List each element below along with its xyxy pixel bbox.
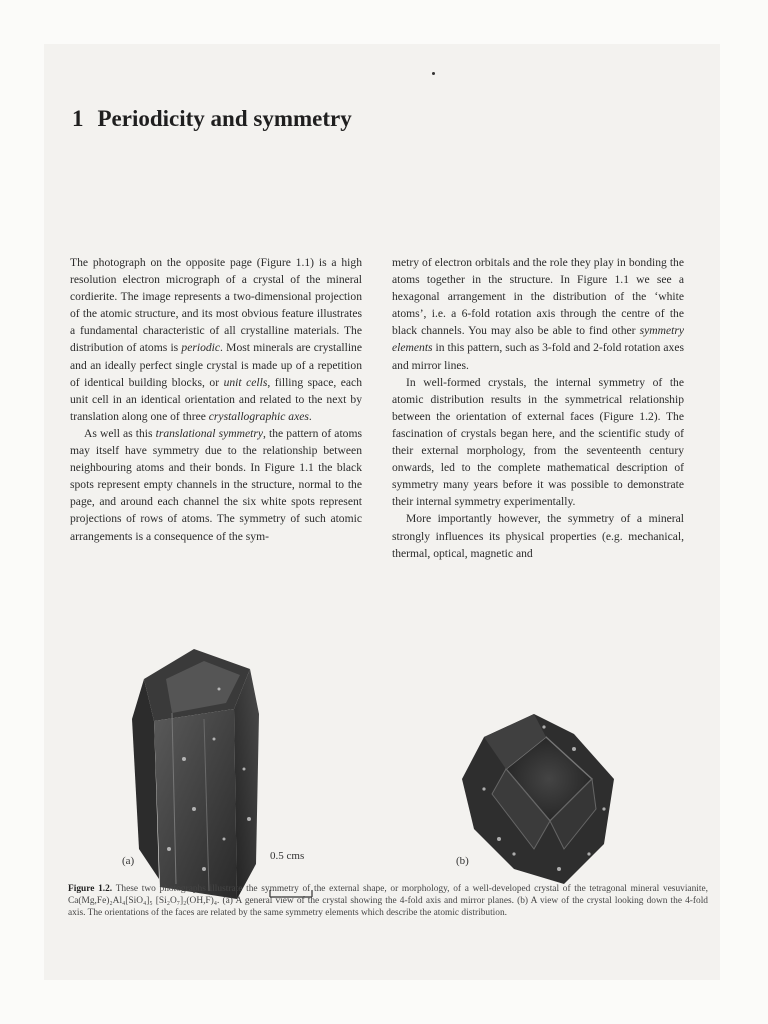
stray-mark [432,72,435,75]
text-run: The photograph on the opposite page (Figure 1.1) is a high resolution electron micrograph of a crystal of the mineral cordierite. The image represents a two-dimensional projection of the atomic structure, and its most obvious feature illustrates a fundamental characteristic of all crystalline materials. The distribution of atoms is [70,256,362,355]
emphasis: crystallographic axes [208,409,309,423]
figure-label-a: (a) [122,855,135,867]
paragraph [70,254,362,425]
text-run: in this pattern, such as 3-fold and 2-fold rotation axes and mirror lines. [392,341,684,372]
paragraph [70,425,362,545]
emphasis: unit cells [223,375,268,389]
chapter-title [72,106,352,132]
scale-bar-label: 0.5 cms [270,850,305,862]
figure-caption [68,884,708,919]
chapter-number: 1 [72,106,84,131]
caption-text: These two photographs illustrate the symmetry of the external shape, or morphology, of a well-developed crystal of the tetragonal mineral vesuvianite, Ca(Mg,Fe)₂Al₄[SiO₄]₅ [Si₂O₇]₂(OH,F)₄. (a) A general view of the crystal showing the 4-fold axis and mirror planes. (b) A view of the crystal looking down the 4-fold axis. The orientations of the faces are related by the same symmetry elements which describe the atomic distribution. [68,884,708,918]
emphasis: translational symmetry [155,426,264,440]
emphasis: periodic [181,341,221,355]
paragraph: In well-formed crystals, the internal symmetry of the atomic distribution results in the symmetrical relationship between the orientation of external faces (Figure 1.2). The fascination of crystals began here, and the scientific study of their external morphology, from the seventeenth century onwards, led to the complete mathematical description of symmetry many years before it was possible to demonstrate their internal symmetry experimentally. [392,375,684,509]
text-run: . [308,409,312,423]
figure-photographs [44,609,720,909]
paragraph: More importantly however, the symmetry of a mineral strongly influences its physical properties (e.g. mechanical, thermal, optical, magnetic and [392,512,684,560]
text-run: As well as this [84,426,156,440]
caption-label: Figure 1.2. [68,884,113,894]
left-column [70,254,362,545]
text-run: metry of electron orbitals and the role they play in bonding the atoms together in the structure. In Figure 1.1 we see a hexagonal arrangement in the distribution of the ‘white atoms’, i.e. a 6-fold rotation axis through the centre of the black channels. You may also be able to find other [392,256,684,338]
text-run: , filling space, each unit cell in an identical orientation and related to the next by translation along one of three [70,375,363,423]
text-run: , the pattern of atoms may itself have symmetry due to the relationship between neighbouring atoms and their bonds. In Figure 1.1 the black spots represent empty channels in the structure, normal to the page, and around each channel the six white spots represent projections of rows of atoms. The symmetry of such atomic arrangements is a consequence of the sym- [70,426,362,543]
crystal-b-photo [462,714,614,884]
book-page [44,44,720,980]
text-run: . Most minerals are crystalline and an ideally perfect single crystal is made up of a repetition of identical building blocks, or [70,341,362,389]
emphasis: symmetry elements [392,324,684,355]
crystal-a-photo [132,649,259,899]
figure-label-b: (b) [456,855,469,867]
chapter-title-text: Periodicity and symmetry [97,106,352,131]
paragraph [392,254,684,374]
right-column [392,254,684,562]
